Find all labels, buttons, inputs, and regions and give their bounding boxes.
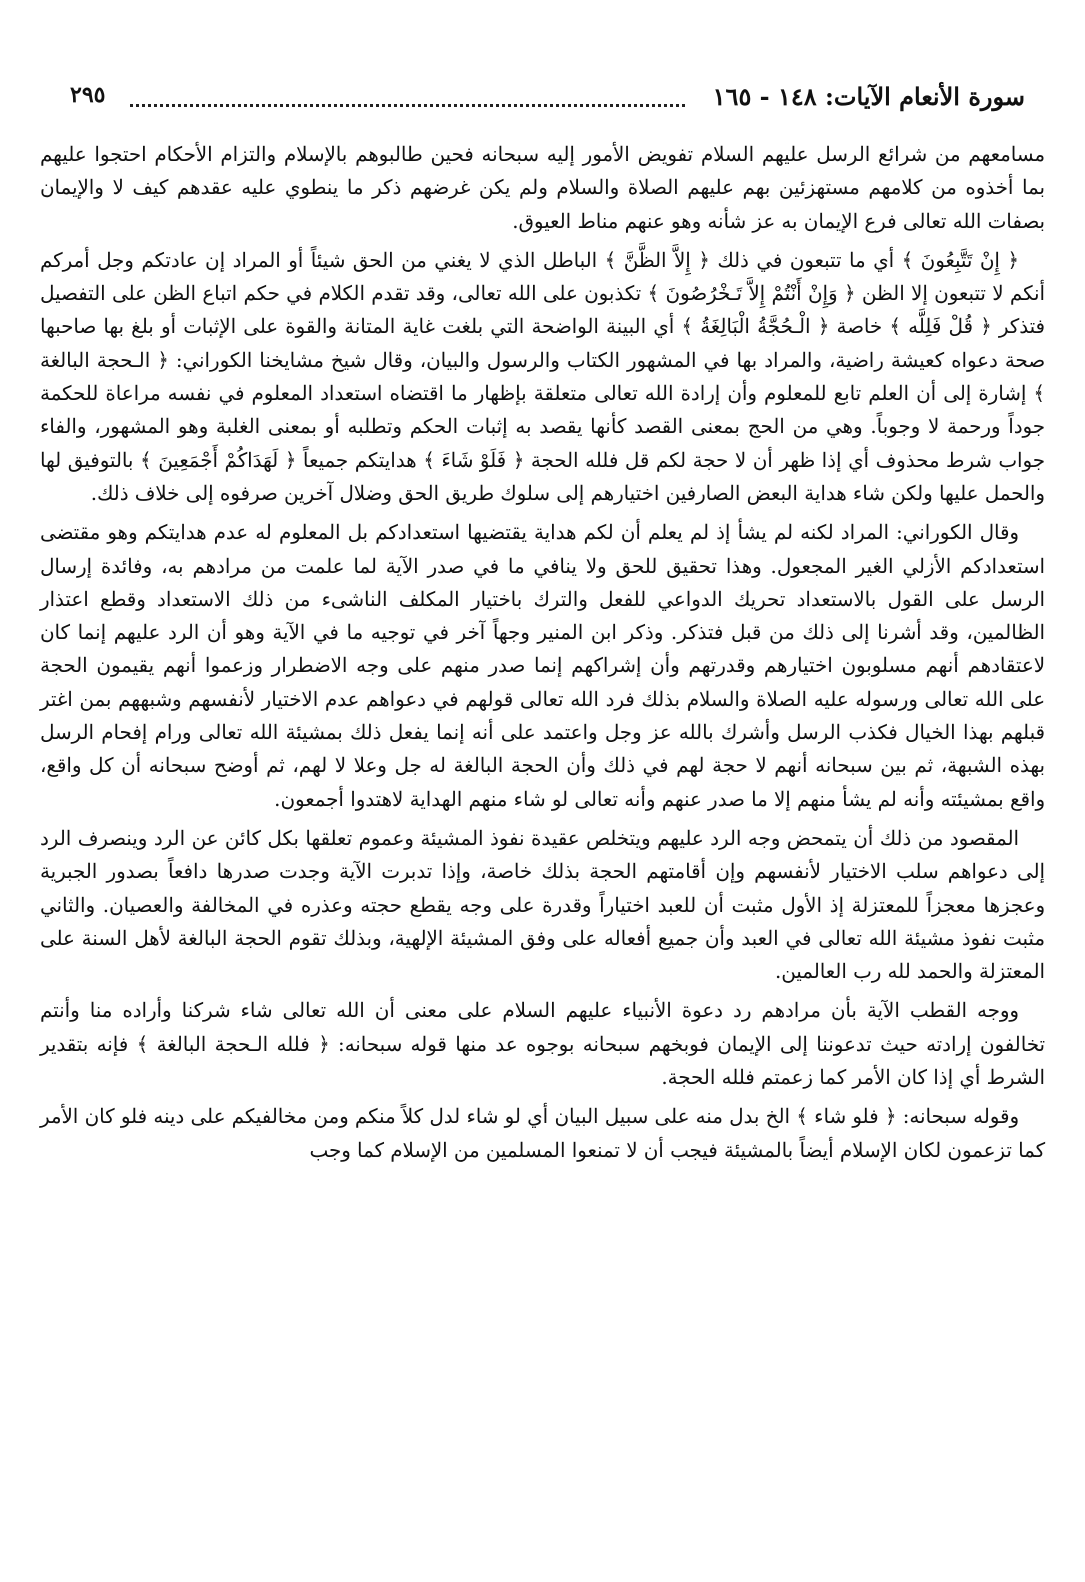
paragraph: مسامعهم من شرائع الرسل عليهم السلام تفويض الأمور إليه سبحانه فحين طالبوهم بالإسلام والتزام الأحكام احتجوا عليهم بما أخذوه من كلامهم مستهزئين بهم عليهم الصلاة والسلام ولم يكن غرضهم ذكر ما ينطوي عليه عقدهم كيف لا والإيمان بصفات الله تعالى فرع الإيمان به عز شأنه وهو عنهم مناط العيوق. xyxy=(40,143,1045,233)
paragraph: وقال الكوراني: المراد لكنه لم يشأ إذ لم يعلم أن لكم هداية يقتضيها استعدادكم بل المعلوم له عدم هدايتكم وهو مقتضى استعدادكم الأزلي الغير المجعول. وهذا تحقيق للحق ولا ينافي ما في صدر الآية لما علمت من مرادهم به، وفائدة إرسال الرسل على القول بالاستعداد تحريك الدواعي للفعل والترك باختيار المكلف الناشىء من ذلك الاستعداد وقطع اعتذار الظالمين، وقد أشرنا إلى ذلك من قبل فتذكر. وذكر ابن المنير وجهاً آخر في توجيه ما في الآية وهو أن الرد عليهم إنما كان لاعتقادهم أنهم مسلوبون اختيارهم وقدرتهم وأن إشراكهم إنما صدر منهم على وجه الاضطرار وزعموا أنهم يقيمون الحجة على الله تعالى ورسوله عليه الصلاة والسلام بذلك فرد الله تعالى قولهم في دعواهم عدم الاختيار لأنفسهم وشبههم بمن اغتر قبلهم بهذا الخيال فكذب الرسل وأشرك بالله عز وجل واعتمد على أنه إنما يفعل ذلك بمشيئة الله تعالى ورام إفحام الرسل بهذه الشبهة، ثم بين سبحانه أنهم لا حجة لهم في ذلك وأن الحجة البالغة له جل وعلا لا لهم، ثم أوضح سبحانه أن كل واقع، واقع بمشيئته وأنه لم يشأ منهم إلا ما صدر عنهم وأنه تعالى لو شاء منهم الهداية لاهتدوا أجمعون. xyxy=(40,521,1045,811)
body-text xyxy=(40,138,1045,1173)
paragraph: المقصود من ذلك أن يتمحض وجه الرد عليهم ويتخلص عقيدة نفوذ المشيئة وعموم تعلقها بكل كائن عن الرد وينصرف الرد إلى دعواهم سلب الاختيار لأنفسهم وإن أقامتهم الحجة بذلك خاصة، وإذا تدبرت الآية وجدت صدرها دافعاً بصدور الجبرية وعجزها معجزاً للمعتزلة إذ الأول مثبت أن للعبد اختياراً وقدرة على وجه يقطع حجته وعذره في المخالفة والعصيان. والثاني مثبت نفوذ مشيئة الله تعالى في العبد وأن جميع أفعاله على وفق المشيئة الإلهية، وبذلك تقوم الحجة البالغة لأهل السنة على المعتزلة والحمد لله رب العالمين. xyxy=(40,826,1045,984)
running-head xyxy=(60,82,1025,122)
paragraph: وقوله سبحانه: ﴿ فلو شاء ﴾ الخ بدل منه على سبيل البيان أي لو شاء لدل كلاً منكم ومن مخالفيكم على دينه فلو كان الأمر كما تزعمون لكان الإسلام أيضاً بالمشيئة فيجب أن لا تمنعوا المسلمين من الإسلام كما وجب xyxy=(40,1105,1045,1162)
surah-title: سورة الأنعام الآيات: ١٤٨ - ١٦٥ xyxy=(712,82,1025,111)
paragraph: ﴿ إِنْ تَتَّبِعُونَ ﴾ أي ما تتبعون في ذلك ﴿ إِلاَّ الظَّنَّ ﴾ الباطل الذي لا يغني من الحق شيئاً أو المراد إن عادتكم وجل أمركم أنكم لا تتبعون إلا الظن ﴿ وَإِنْ أَنْتُمْ إِلاَّ تَـخْرُصُونَ ﴾ تكذبون على الله تعالى، وقد تقدم الكلام في حكم اتباع الظن على التفصيل فتذكر ﴿ قُلْ فَلِلَّه ﴾ خاصة ﴿ الْـحُجَّةُ الْبَالِغَةُ ﴾ أي البينة الواضحة التي بلغت غاية المتانة والقوة على الإثبات أو بلغ بها صاحبها صحة دعواه كعيشة راضية، والمراد بها في المشهور الكتاب والرسول والبيان، وقال شيخ مشايخنا الكوراني: ﴿ الـحجة البالغة ﴾ إشارة إلى أن العلم تابع للمعلوم وأن إرادة الله تعالى متعلقة بإظهار ما اقتضاه استعداد المعلوم في نفسه مراعاة للحكمة جوداً ورحمة لا وجوباً. وهي من الحج بمعنى القصد كأنها يقصد به إثبات الحكم وتطلبه أو بمعنى الغلبة وهو المشهور، والفاء جواب شرط محذوف أي إذا ظهر أن لا حجة لكم قل فلله الحجة ﴿ فَلَوْ شَاءَ ﴾ هدايتكم جميعاً ﴿ لَهَدَاكُمْ أَجْمَعِينَ ﴾ بالتوفيق لها والحمل عليها ولكن شاء هداية البعض الصارفين اختيارهم إلى سلوك طريق الحق وضلال آخرين صرفوه إلى خلاف ذلك. xyxy=(40,248,1045,505)
page-number: ٢٩٥ xyxy=(70,82,106,108)
dotted-leader xyxy=(130,104,685,107)
paragraph: ووجه القطب الآية بأن مرادهم رد دعوة الأنبياء عليهم السلام على معنى أن الله تعالى شاء شركنا وأراده منا وأنتم تخالفون إرادته حيث تدعوننا إلى الإيمان فوبخهم سبحانه بوجوه عد منها قوله سبحانه: ﴿ فلله الـحجة البالغة ﴾ فإنه بتقدير الشرط أي إذا كان الأمر كما زعمتم فلله الحجة. xyxy=(40,999,1045,1090)
